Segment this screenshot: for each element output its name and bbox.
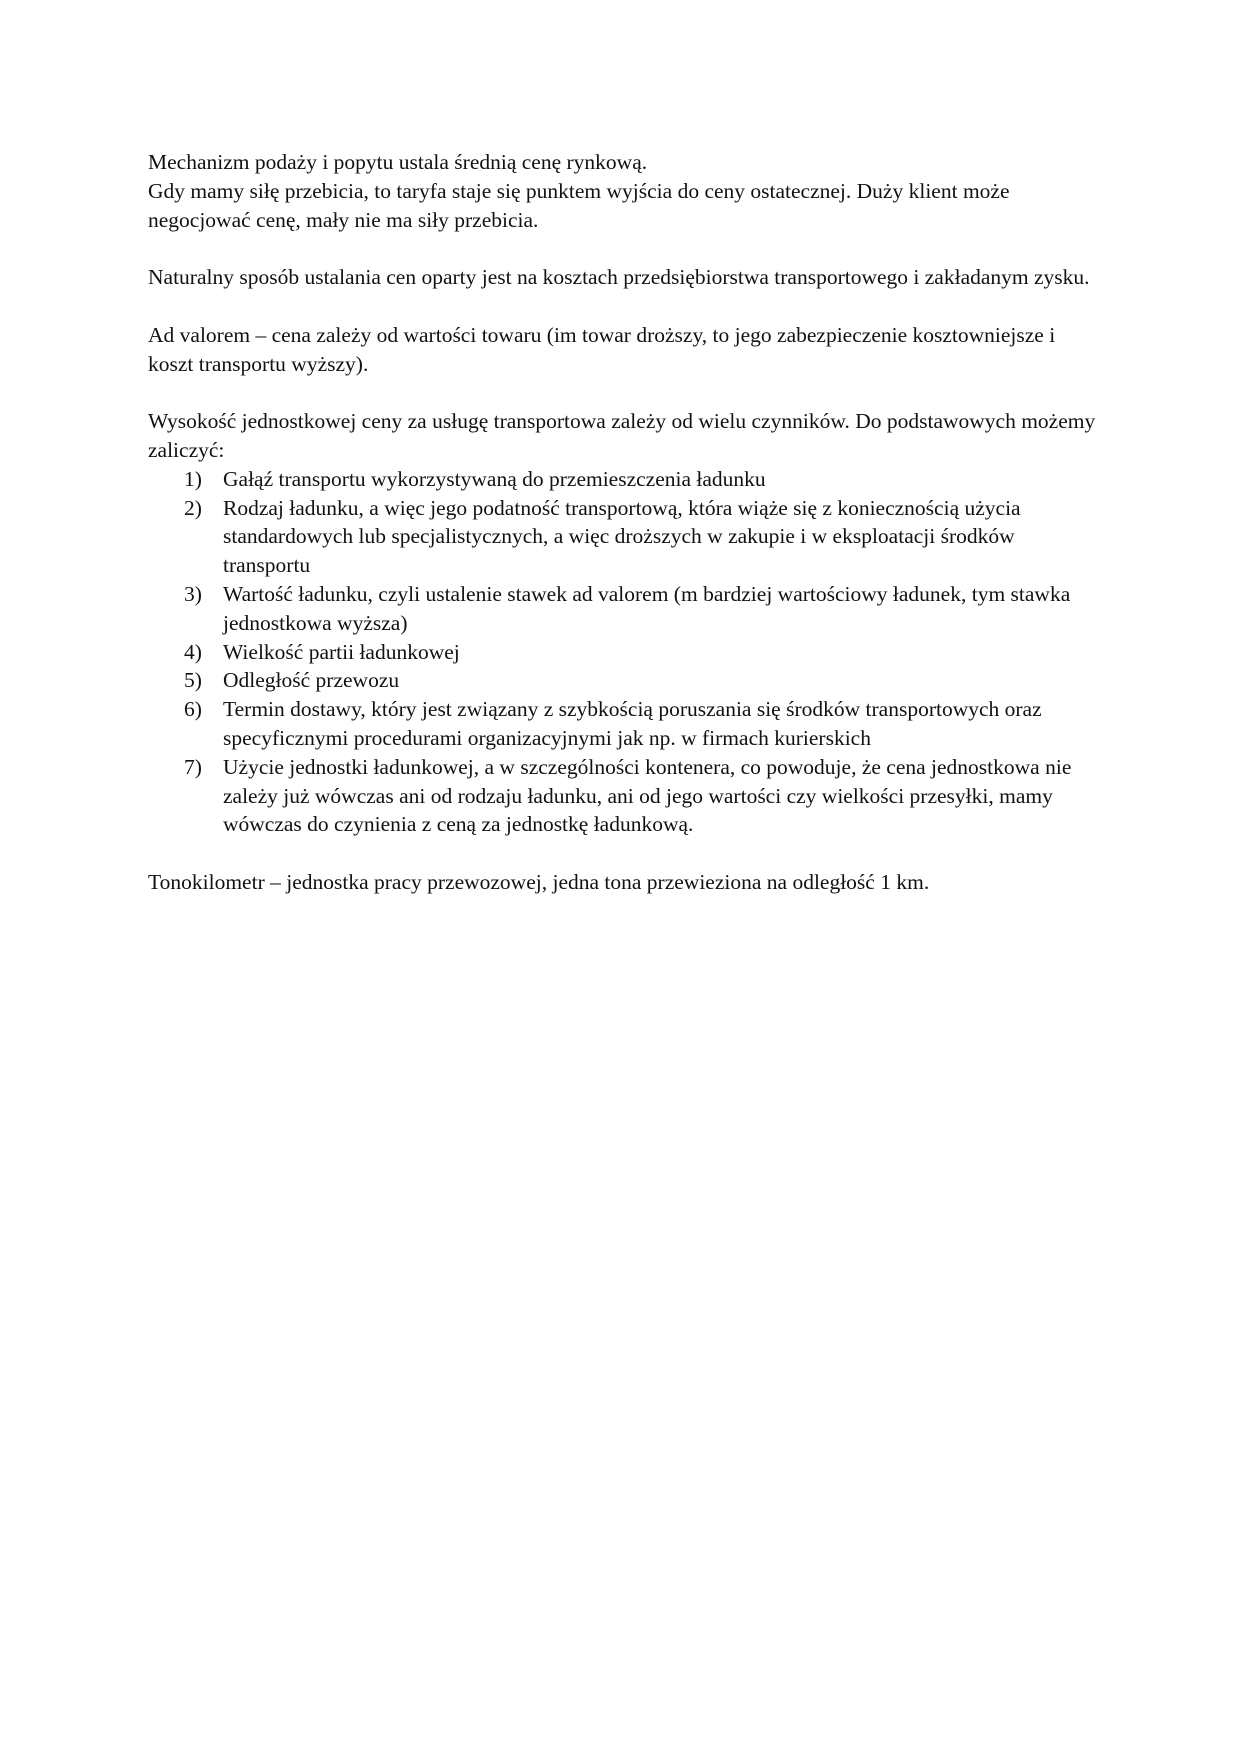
list-item-text: Wartość ładunku, czyli ustalenie stawek ad valorem (m bardziej wartościowy ładunek, tym stawka jednostkowa wyższa) — [223, 581, 1071, 635]
paragraph-cost-based-pricing: Naturalny sposób ustalania cen oparty jest na kosztach przedsiębiorstwa transportowego i zakładanym zysku. — [148, 265, 1090, 290]
list-item — [148, 638, 1098, 667]
list-item — [148, 580, 1098, 638]
list-item-text: Gałąź transportu wykorzystywaną do przemieszczenia ładunku — [223, 466, 766, 491]
list-item-text: Użycie jednostki ładunkowej, a w szczególności kontenera, co powoduje, że cena jednostkowa nie zależy już wówczas ani od rodzaju ładunku, ani od jego wartości czy wielkości przesyłki, mamy wówczas do czynienia z ceną za jednostkę ładunkową. — [223, 754, 1072, 837]
list-item-number: 1) — [184, 466, 202, 491]
paragraph-tonne-kilometre: Tonokilometr – jednostka pracy przewozowej, jedna tona przewieziona na odległość 1 km. — [148, 869, 930, 894]
list-item — [148, 753, 1098, 839]
list-item — [148, 494, 1098, 580]
list-item — [148, 666, 1098, 695]
list-item-number: 6) — [184, 697, 202, 722]
list-item-number: 4) — [184, 639, 202, 664]
list-item-text: Wielkość partii ładunkowej — [223, 639, 460, 664]
list-item-text: Odległość przewozu — [223, 668, 400, 693]
list-item-number: 7) — [184, 754, 202, 779]
paragraph-factors-intro: Wysokość jednostkowej ceny za usługę transportowa zależy od wielu czynników. Do podstawowych możemy zaliczyć: — [148, 409, 1096, 462]
list-item-number: 3) — [184, 581, 202, 606]
list-item-number: 2) — [184, 495, 202, 520]
list-item-text: Rodzaj ładunku, a więc jego podatność transportową, która wiąże się z koniecznością użycia standardowych lub specjalistycznych, a więc droższych w zakupie i w eksploatacji środków transportu — [223, 495, 1021, 578]
list-item-text: Termin dostawy, który jest związany z szybkością poruszania się środków transportowych oraz specyficznymi procedurami organizacyjnymi jak np. w firmach kurierskich — [223, 697, 1042, 750]
paragraph-bargaining-power: Gdy mamy siłę przebicia, to taryfa staje się punktem wyjścia do ceny ostatecznej. Duży klient może negocjować cenę, mały nie ma siły przebicia. — [148, 178, 1010, 232]
paragraph-spacer — [148, 292, 1098, 321]
list-item — [148, 695, 1098, 753]
document-page — [148, 148, 1098, 897]
paragraph-spacer — [148, 234, 1098, 263]
factors-list — [148, 465, 1098, 839]
list-item-number: 5) — [184, 668, 202, 693]
paragraph-spacer — [148, 839, 1098, 868]
paragraph-market-price: Mechanizm podaży i popytu ustala średnią cenę rynkową. — [148, 150, 648, 174]
list-item — [148, 465, 1098, 494]
paragraph-ad-valorem: Ad valorem – cena zależy od wartości towaru (im towar droższy, to jego zabezpieczenie kosztowniejsze i koszt transportu wyższy). — [148, 322, 1056, 376]
paragraph-spacer — [148, 378, 1098, 407]
